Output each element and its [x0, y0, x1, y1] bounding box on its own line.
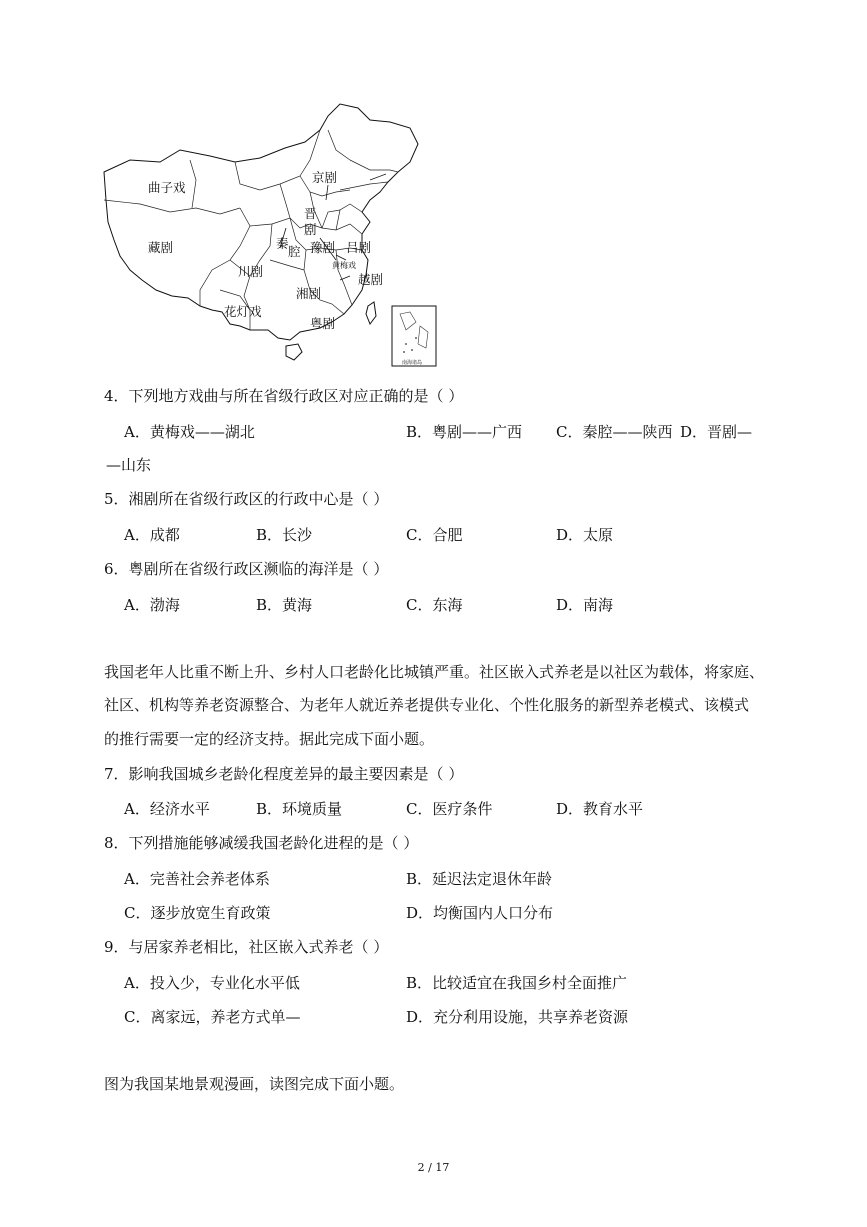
china-opera-map: [100, 100, 445, 370]
label-quzixi: 曲子戏: [148, 180, 186, 195]
q4-option-a: A．黄梅戏——湖北: [124, 423, 255, 441]
q6-option-b: B．黄海: [256, 596, 313, 614]
question-7-stem: 7．影响我国城乡老龄化程度差异的最主要因素是（ ）: [104, 765, 464, 783]
q5-option-c: C．合肥: [406, 526, 463, 544]
page-number: 2 / 17: [417, 1161, 450, 1174]
label-xiangju: 湘剧: [296, 286, 322, 301]
q4-option-d: D．晋剧—: [680, 423, 753, 441]
q7-option-d: D．教育水平: [556, 800, 644, 818]
label-huadengxi: 花灯戏: [224, 304, 262, 319]
q9-option-c: C．离家远，养老方式单—: [124, 1008, 301, 1026]
label-qiang: 腔: [288, 244, 301, 259]
passage-line-2: 社区、机构等养老资源整合、为老年人就近养老提供专业化、个性化服务的新型养老模式、该模式: [104, 696, 750, 714]
question-6-stem: 6．粤剧所在省级行政区濒临的海洋是（ ）: [104, 560, 389, 578]
q7-option-c: C．医疗条件: [406, 800, 493, 818]
q4-option-b: B．粤剧——广西: [406, 423, 523, 441]
q5-option-d: D．太原: [556, 526, 614, 544]
label-qin: 秦: [276, 236, 289, 251]
q6-option-a: A．渤海: [124, 596, 180, 614]
inset-caption: 南海诸岛: [402, 360, 423, 366]
q8-option-c: C．逐步放宽生育政策: [124, 904, 271, 922]
q7-option-a: A．经济水平: [124, 800, 210, 818]
question-5-stem: 5．湘剧所在省级行政区的行政中心是（ ）: [104, 490, 389, 508]
label-jin-ju: 剧: [304, 222, 317, 237]
q9-option-b: B．比较适宜在我国乡村全面推广: [406, 974, 628, 992]
province-boundaries: [104, 130, 398, 330]
q9-option-d: D．充分利用设施，共享养老资源: [406, 1008, 629, 1026]
label-lvju: 吕剧: [346, 240, 372, 255]
q5-option-a: A．成都: [124, 526, 180, 544]
q8-option-d: D．均衡国内人口分布: [406, 904, 554, 922]
label-chuanju: 川剧: [238, 264, 264, 279]
south-china-sea-inset: [392, 306, 436, 366]
question-9-stem: 9．与居家养老相比，社区嵌入式养老（ ）: [104, 938, 389, 956]
q5-option-b: B．长沙: [256, 526, 313, 544]
label-zangju: 藏剧: [148, 240, 174, 255]
hainan-island: [286, 344, 302, 360]
passage-line-3: 的推行需要一定的经济支持。据此完成下面小题。: [104, 730, 435, 748]
label-yuju-henan: 豫剧: [310, 240, 336, 255]
q9-option-a: A．投入少，专业化水平低: [124, 974, 300, 992]
label-yueju-zhejiang: 越剧: [358, 272, 384, 287]
q6-option-d: D．南海: [556, 596, 614, 614]
q8-option-b: B．延迟法定退休年龄: [406, 870, 553, 888]
passage-line-1: 我国老年人比重不断上升、乡村人口老龄化比城镇严重。社区嵌入式养老是以社区为载体，将家庭、: [104, 663, 765, 681]
label-jin: 晋: [304, 206, 317, 221]
q8-option-a: A．完善社会养老体系: [124, 870, 270, 888]
question-8-stem: 8．下列措施能够减缓我国老龄化进程的是（ ）: [104, 834, 419, 852]
question-4-stem: 4．下列地方戏曲与所在省级行政区对应正确的是（ ）: [104, 387, 464, 405]
taiwan-island: [366, 302, 376, 324]
figure-intro: 图为我国某地景观漫画，读图完成下面小题。: [104, 1075, 405, 1093]
q6-option-c: C．东海: [406, 596, 463, 614]
label-huangmeixi: 黄梅戏: [332, 261, 356, 270]
label-jingju: 京剧: [312, 170, 338, 185]
q4-option-d-continued: —山东: [106, 456, 152, 474]
q4-option-c: C．秦腔——陕西: [556, 423, 673, 441]
label-yueju-guangdong: 粤剧: [310, 316, 336, 331]
q7-option-b: B．环境质量: [256, 800, 343, 818]
